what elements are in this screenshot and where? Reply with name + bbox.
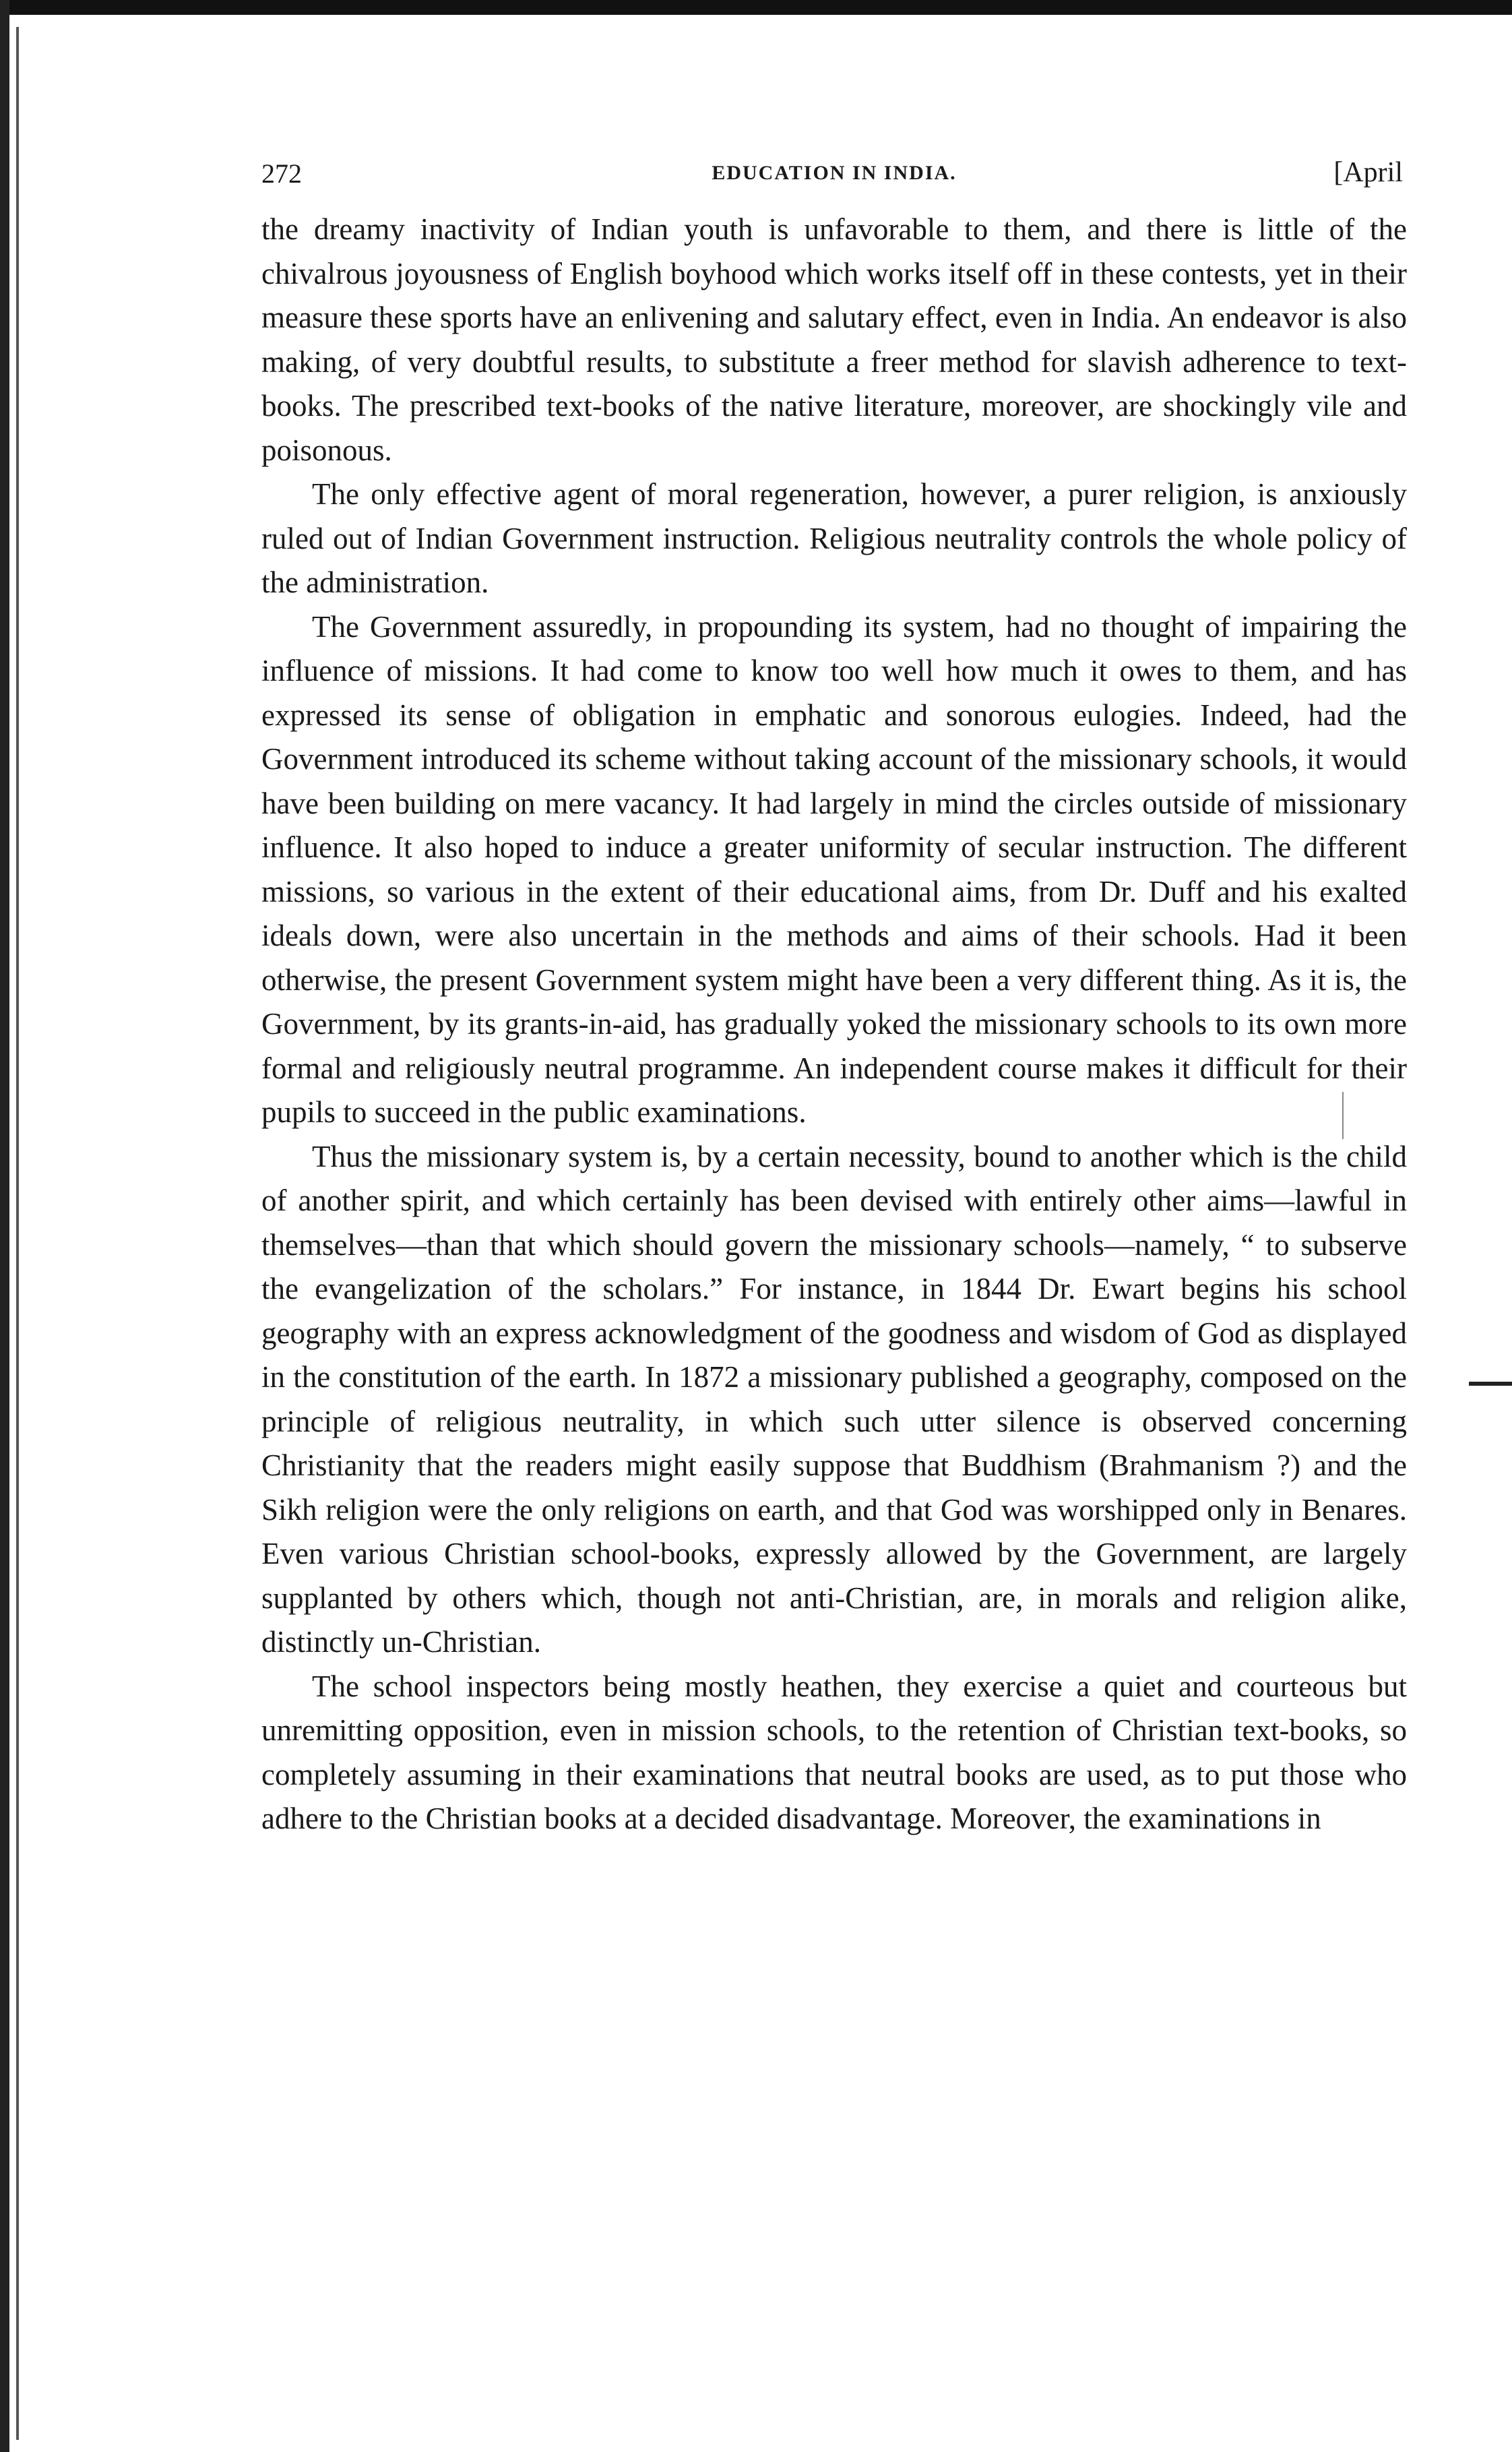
paragraph-3: The Government assuredly, in propounding its system, had no thought of impairing the influence of missions. It had come to know too well how much it owes to them, and has expressed its sense of obligation in emphatic and sonorous eulogies. Indeed, had the Government introduced its scheme without taking account of the missionary schools, it would have been building on mere vacancy. It had largely in mind the circles outside of missionary influence. It also hoped to induce a greater uniformity of secular instruction. The different missions, so various in the extent of their educational aims, from Dr. Duff and his exalted ideals down, were also uncertain in the methods and aims of their schools. Had it been otherwise, the present Government system might have been a very different thing. As it is, the Government, by its grants-in-aid, has gradually yoked the missionary schools to its own more formal and religiously neutral programme. An independent course makes it difficult for their pupils to succeed in the public examinations. [261,609,1407,1129]
body-text [261,208,1407,1841]
margin-tick [1469,1382,1512,1386]
paragraph-2: The only effective agent of moral regeneration, however, a purer religion, is anxiously ruled out of Indian Government instruction. Religious neutrality controls the whole policy of the administration. [261,477,1407,599]
running-month: [April [1333,157,1403,188]
paragraph-4: Thus the missionary system is, by a certain necessity, bound to another which is the child of another spirit, and which certainly has been devised with entirely other aims—lawful in themselves—than that which should govern the missionary schools—namely, “ to subserve the evangelization of the scholars.” For instance, in 1844 Dr. Ewart begins his school geography with an express acknowledgment of the goodness and wisdom of God as displayed in the constitution of the earth. In 1872 a missionary published a geography, composed on the principle of religious neutrality, in which such utter silence is observed concerning Christianity that the readers might easily suppose that Buddhism (Brahmanism ?) and the Sikh religion were the only religions on earth, and that God was worshipped only in Benares. Even various Christian school-books, expressly allowed by the Government, are largely supplanted by others which, though not anti-Christian, are, in morals and religion alike, distinctly un-Christian. [261,1139,1407,1659]
page-number: 272 [261,158,302,189]
running-title: EDUCATION IN INDIA. [712,162,957,184]
scan-gutter-line [16,27,19,2440]
book-page [261,154,1407,1841]
paragraph-5: The school inspectors being mostly heathen, they exercise a quiet and courteous but unremitting opposition, even in mission schools, to the retention of Christian text-books, so completely assuming in their examinations that neutral books are used, as to put those who adhere to the Christian books at a decided disadvantage. Moreover, the examinations in [261,1669,1407,1835]
paragraph-1: the dreamy inactivity of Indian youth is unfavorable to them, and there is little of the chivalrous joyousness of English boyhood which works itself off in these contests, yet in their measure these sports have an enlivening and salutary effect, even in India. An endeavor is also making, of very doubtful results, to substitute a freer method for slavish adherence to text-books. The prescribed text-books of the native literature, moreover, are shockingly vile and poisonous. [261,212,1407,467]
scan-border-top [0,0,1512,15]
scan-border-left [0,0,9,2452]
running-head [261,154,1407,208]
